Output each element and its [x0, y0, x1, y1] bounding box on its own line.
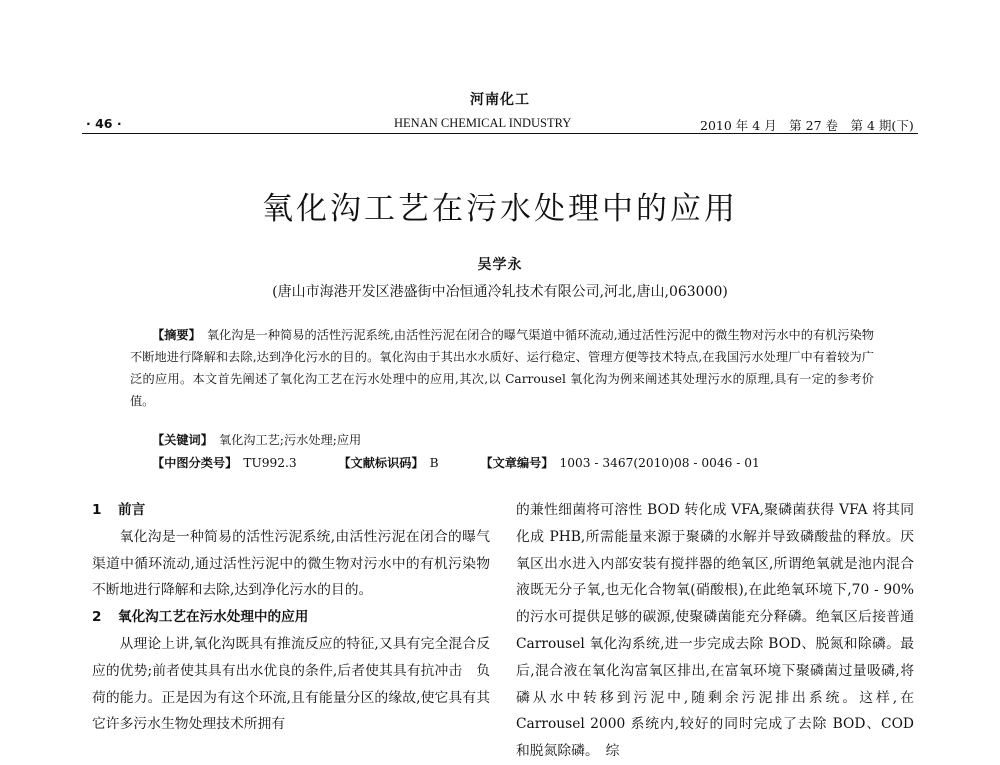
keywords-text: 氧化沟工艺;污水处理;应用 [218, 433, 362, 447]
issue-info: 2010 年 4 月 第 27 卷 第 4 期(下) [700, 118, 914, 133]
journal-name-chinese: 河南化工 [470, 92, 530, 108]
section-title: 前言 [118, 502, 146, 518]
section-heading-intro [92, 497, 490, 524]
paragraph: 氧化沟是一种简易的活性污泥系统,由活性污泥在闭合的曝气渠道中循环流动,通过活性污泥中的微生物对污水中的有机污染物不断地进行降解和去除,达到净化污水的目的。 [92, 528, 490, 599]
keywords-label: 【关键词】 [152, 433, 213, 447]
article-number-value: 1003 - 3467(2010)08 - 0046 - 01 [559, 456, 760, 470]
journal-name-english: HENAN CHEMICAL INDUSTRY [394, 116, 572, 130]
section-number: 1 [92, 502, 102, 518]
running-header [82, 113, 918, 133]
section-heading-application [92, 604, 490, 631]
body-column-right [516, 497, 914, 765]
clc-label: 【中图分类号】 [152, 456, 238, 470]
abstract-text: 氧化沟是一种简易的活性污泥系统,由活性污泥在闭合的曝气渠道中循环流动,通过活性污泥中的微生物对污水中的有机污染物不断地进行降解和去除,达到净化污水的目的。氧化沟由于其出水水质好、运行稳定、管理方便等技术特点,在我国污水处理厂中有着较为广泛的应用。本文首先阐述了氧化沟工艺在污水处理中的应用,其次,以 Carrousel 氧化沟为例来阐述其处理污水的原理,具有一定的参考价值。 [130, 328, 874, 408]
paragraph: 的兼性细菌将可溶性 BOD 转化成 VFA,聚磷菌获得 VFA 将其同化成 PHB,所需能量来源于聚磷的水解并导致磷酸盐的释放。厌氧区出水进入内部安装有搅拌器的绝氧区,所谓绝氧就是池内混合液既无分子氧,也无化合物氧(硝酸根),在此绝氧环境下,70 - 90% 的污水可提供足够的碳源,使聚磷菌能充分释磷。绝氧区后接普通 Carrousel 氧化沟系统,进一步完成去除 BOD、脱氮和除磷。最后,混合液在氧化沟富氧区排出,在富氧环境下聚磷菌过量吸磷,将磷从水中转移到污泥中,随剩余污泥排出系统。这样,在 Carrousel 2000 系统内,较好的同时完成了去除 BOD、COD 和脱氮除磷。 综 [516, 502, 914, 760]
article-title: 氧化沟工艺在污水处理中的应用 [262, 191, 738, 227]
article-author: 吴学永 [477, 257, 523, 273]
clc-value: TU992.3 [243, 456, 297, 470]
classification-line [152, 454, 760, 471]
page-number: · 46 · [86, 116, 122, 131]
doc-code-label: 【文献标识码】 [338, 456, 424, 470]
paragraph: 从理论上讲,氧化沟既具有推流反应的特征,又具有完全混合反应的优势;前者使其具有出水优良的条件,后者使其具有抗冲击 负荷的能力。正是因为有这个环流,且有能量分区的缘故,使它具有其它许多污水生物处理技术所拥有 [92, 635, 490, 733]
abstract-label: 【摘要】 [152, 328, 201, 342]
section-title: 氧化沟工艺在污水处理中的应用 [118, 609, 309, 626]
header-divider [82, 133, 918, 134]
doc-code-value: B [429, 456, 439, 470]
section-number: 2 [92, 609, 102, 626]
abstract [130, 324, 874, 412]
article-number-label: 【文章编号】 [480, 456, 554, 470]
keywords [152, 431, 361, 448]
author-affiliation: (唐山市海港开发区港盛街中冶恒通冷轧技术有限公司,河北,唐山,063000) [272, 284, 728, 300]
body-column-left [92, 497, 490, 738]
